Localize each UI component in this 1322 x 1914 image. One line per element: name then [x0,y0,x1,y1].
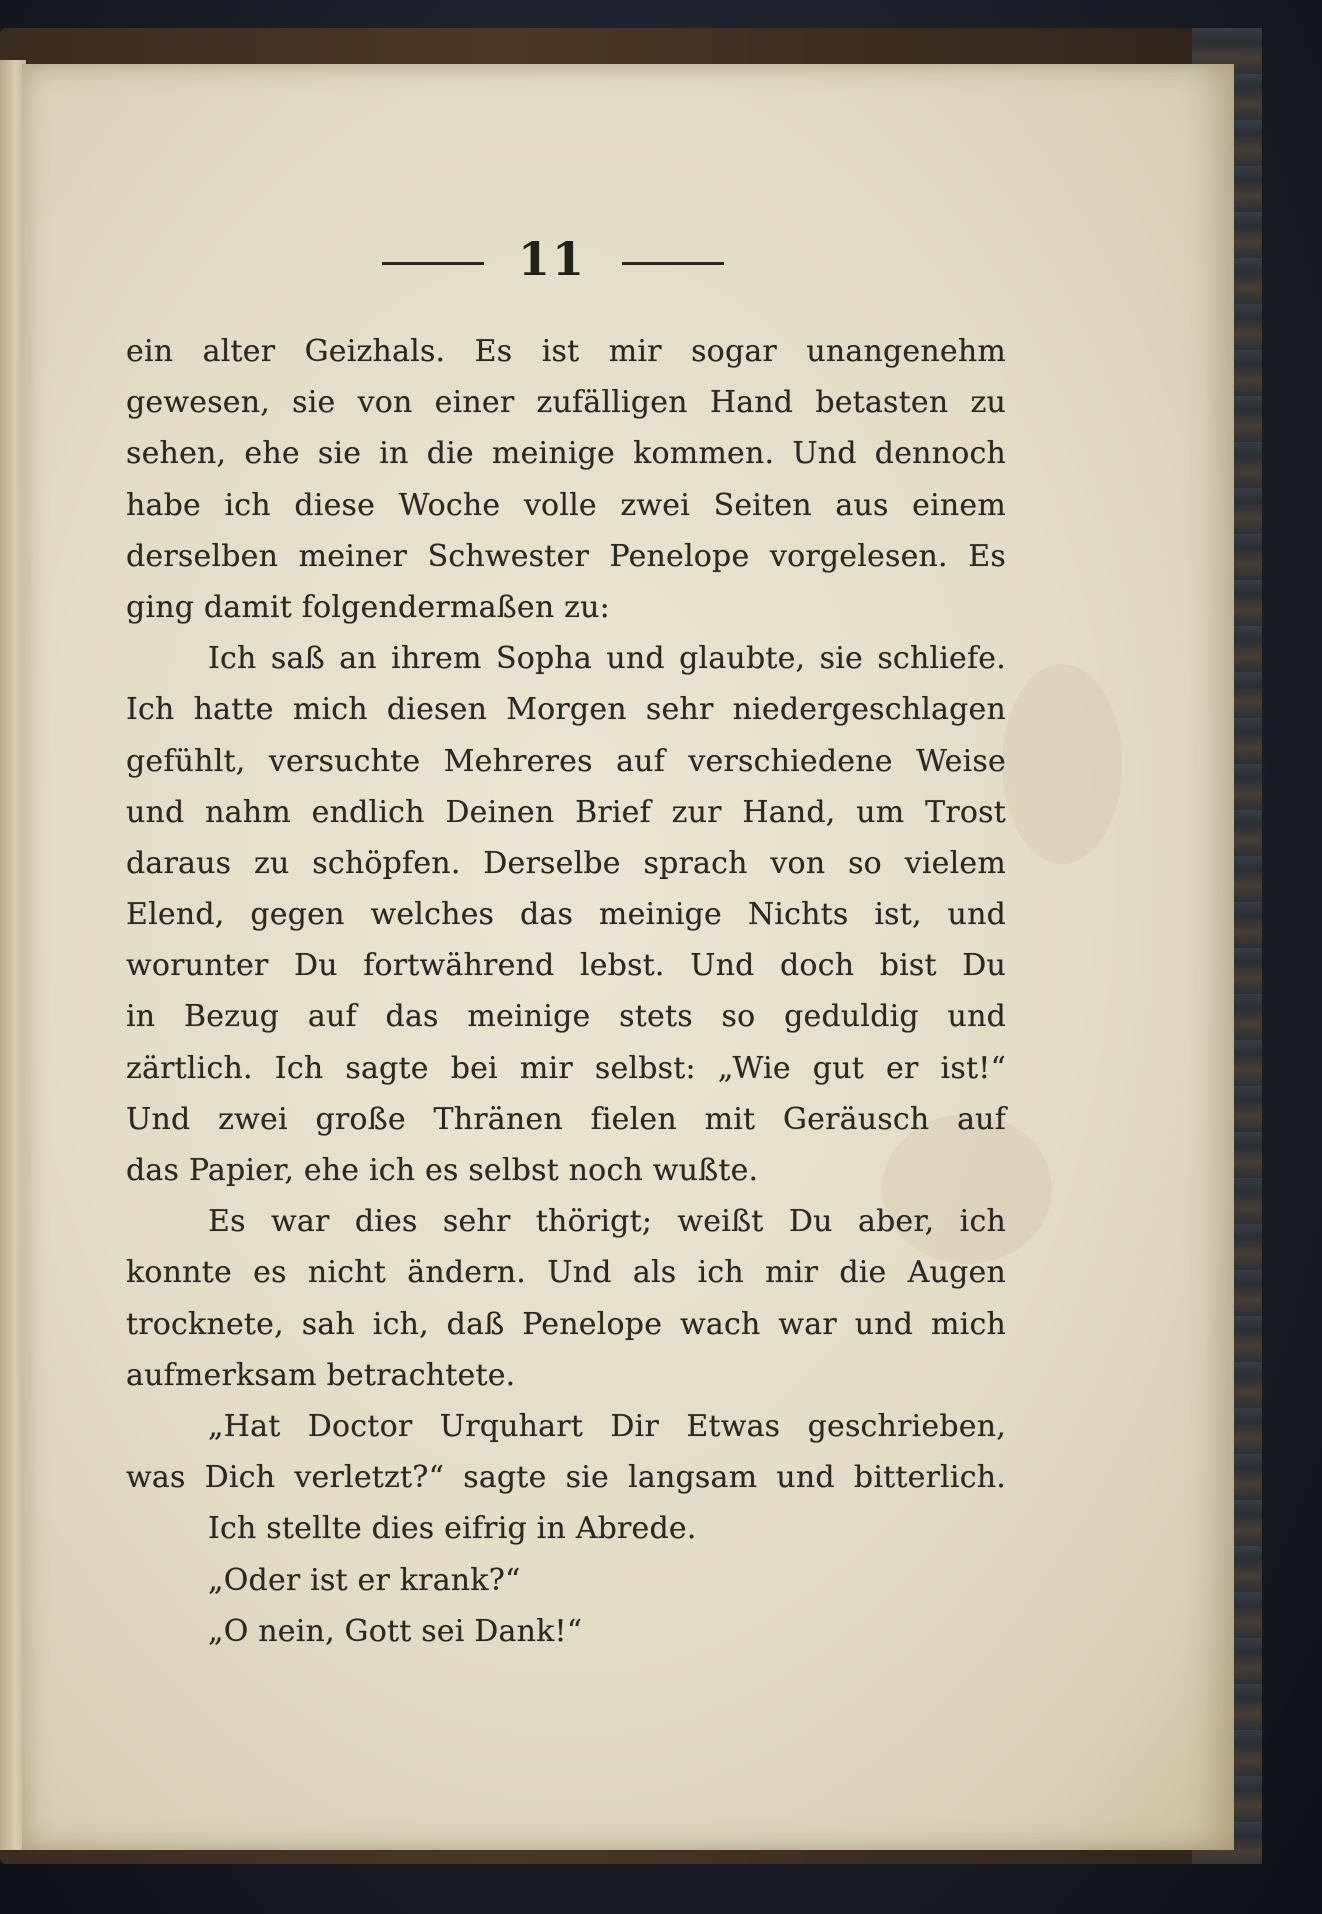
text-line: was Dich verletzt?“ sagte sie langsam und bitterlich. [126,1460,1006,1496]
header-rule-left [382,262,484,265]
text-line: Ich stellte dies eifrig in Abrede. [208,1511,697,1547]
text-line: „Hat Doctor Urquhart Dir Etwas geschrieben, [208,1408,1006,1444]
text-line: gefühlt, versuchte Mehreres auf verschiedene Weise [126,743,1006,779]
text-line: aufmerksam betrachtete. [126,1357,516,1393]
text-line: Ich saß an ihrem Sopha und glaubte, sie schliefe. [208,641,1006,677]
text-line: ging damit folgendermaßen zu: [126,589,610,625]
page-number: 11 [517,232,586,286]
text-line: worunter Du fortwährend lebst. Und doch bist Du [126,948,1006,984]
text-line: das Papier, ehe ich es selbst noch wußte. [126,1153,759,1188]
paper-stain [1002,664,1122,864]
text-line: daraus zu schöpfen. Derselbe sprach von so vielem [126,845,1006,881]
text-line: Elend, gegen welches das meinige Nichts ist, und [126,897,1006,933]
text-line: habe ich diese Woche volle zwei Seiten aus einem [126,487,1006,523]
text-line: und nahm endlich Deinen Brief zur Hand, um Trost [126,794,1006,830]
text-line: Und zwei große Thränen fielen mit Geräusch auf [126,1101,1006,1137]
text-line: ein alter Geizhals. Es ist mir sogar unangenehm [126,334,1006,369]
text-line: „O nein, Gott sei Dank!“ [208,1613,583,1649]
text-line: Es war dies sehr thörigt; weißt Du aber, ich [208,1204,1006,1240]
text-line: zärtlich. Ich sagte bei mir selbst: „Wie gut er ist!“ [126,1050,1006,1086]
text-line: Ich hatte mich diesen Morgen sehr niedergeschlagen [126,692,1006,728]
page-body-text [126,326,1006,1657]
text-line: in Bezug auf das meinige stets so geduldig und [126,999,1006,1035]
text-line: „Oder ist er krank?“ [208,1562,521,1598]
text-line: trocknete, sah ich, daß Penelope wach war und mich [126,1306,1006,1342]
text-line: sehen, ehe sie in die meinige kommen. Und dennoch [126,436,1006,472]
page-header [22,232,1234,292]
text-line: gewesen, sie von einer zufälligen Hand betasten zu [126,385,1006,421]
book-page [22,64,1234,1850]
text-line: derselben meiner Schwester Penelope vorgelesen. Es [126,538,1006,574]
text-line: konnte es nicht ändern. Und als ich mir die Augen [126,1255,1006,1291]
header-rule-right [622,262,724,265]
